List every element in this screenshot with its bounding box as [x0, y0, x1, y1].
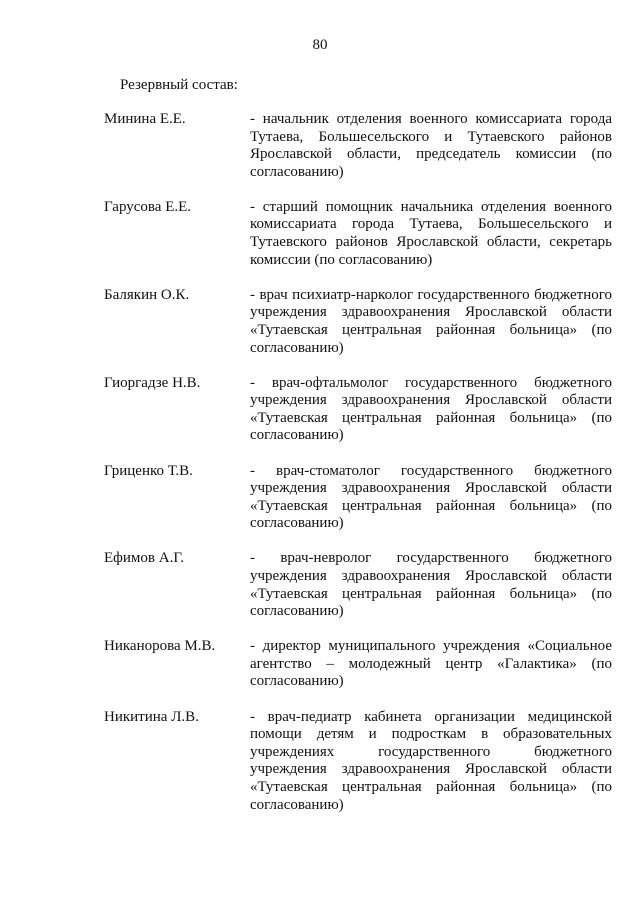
member-role: - врач-офтальмолог государственного бюджетного учреждения здравоохранения Ярославской области «Тутаевская центральная районная больница» (по согласованию): [250, 374, 612, 444]
member-role: - директор муниципального учреждения «Социальное агентство – молодежный центр «Галактика» (по согласованию): [250, 638, 612, 690]
member-row: [104, 709, 616, 815]
member-role: - врач-невролог государственного бюджетного учреждения здравоохранения Ярославской области «Тутаевская центральная районная больница» (по согласованию): [250, 550, 612, 620]
member-list: [104, 111, 616, 832]
section-title: Резервный состав:: [120, 77, 238, 93]
member-role: - начальник отделения военного комиссариата города Тутаева, Большесельского и Тутаевского районов Ярославской области, председатель комиссии (по согласованию): [250, 111, 612, 180]
member-row: [104, 199, 616, 269]
member-row: [104, 375, 616, 445]
member-name: Балякин О.К.: [104, 286, 190, 303]
member-row: [104, 287, 616, 357]
member-name: Минина Е.Е.: [104, 111, 186, 127]
member-row: [104, 111, 616, 181]
member-row: [104, 638, 616, 691]
page-number: 80: [312, 37, 328, 53]
member-name: Гарусова Е.Е.: [104, 198, 192, 215]
member-role: - врач-стоматолог государственного бюджетного учреждения здравоохранения Ярославской области «Тутаевская центральная районная больница» (по согласованию): [250, 462, 612, 532]
member-name: Гриценко Т.В.: [104, 462, 193, 479]
member-role: - врач психиатр-нарколог государственного бюджетного учреждения здравоохранения Ярославской области «Тутаевская центральная районная больница» (по согласованию): [250, 286, 612, 356]
member-name: Никитина Л.В.: [104, 708, 199, 725]
member-row: [104, 463, 616, 533]
member-row: [104, 550, 616, 620]
member-name: Никанорова М.В.: [104, 638, 216, 655]
member-name: Гиоргадзе Н.В.: [104, 374, 201, 391]
member-name: Ефимов А.Г.: [104, 550, 185, 567]
member-role: - старший помощник начальника отделения военного комиссариата города Тутаева, Большесельского и Тутаевского районов Ярославской области, секретарь комиссии (по согласованию): [250, 198, 612, 268]
member-role: - врач-педиатр кабинета организации медицинской помощи детям и подросткам в образовательных учреждениях государственного бюджетного учреждения здравоохранения Ярославской области «Тутаевская центральная районная больница» (по согласованию): [250, 708, 612, 813]
